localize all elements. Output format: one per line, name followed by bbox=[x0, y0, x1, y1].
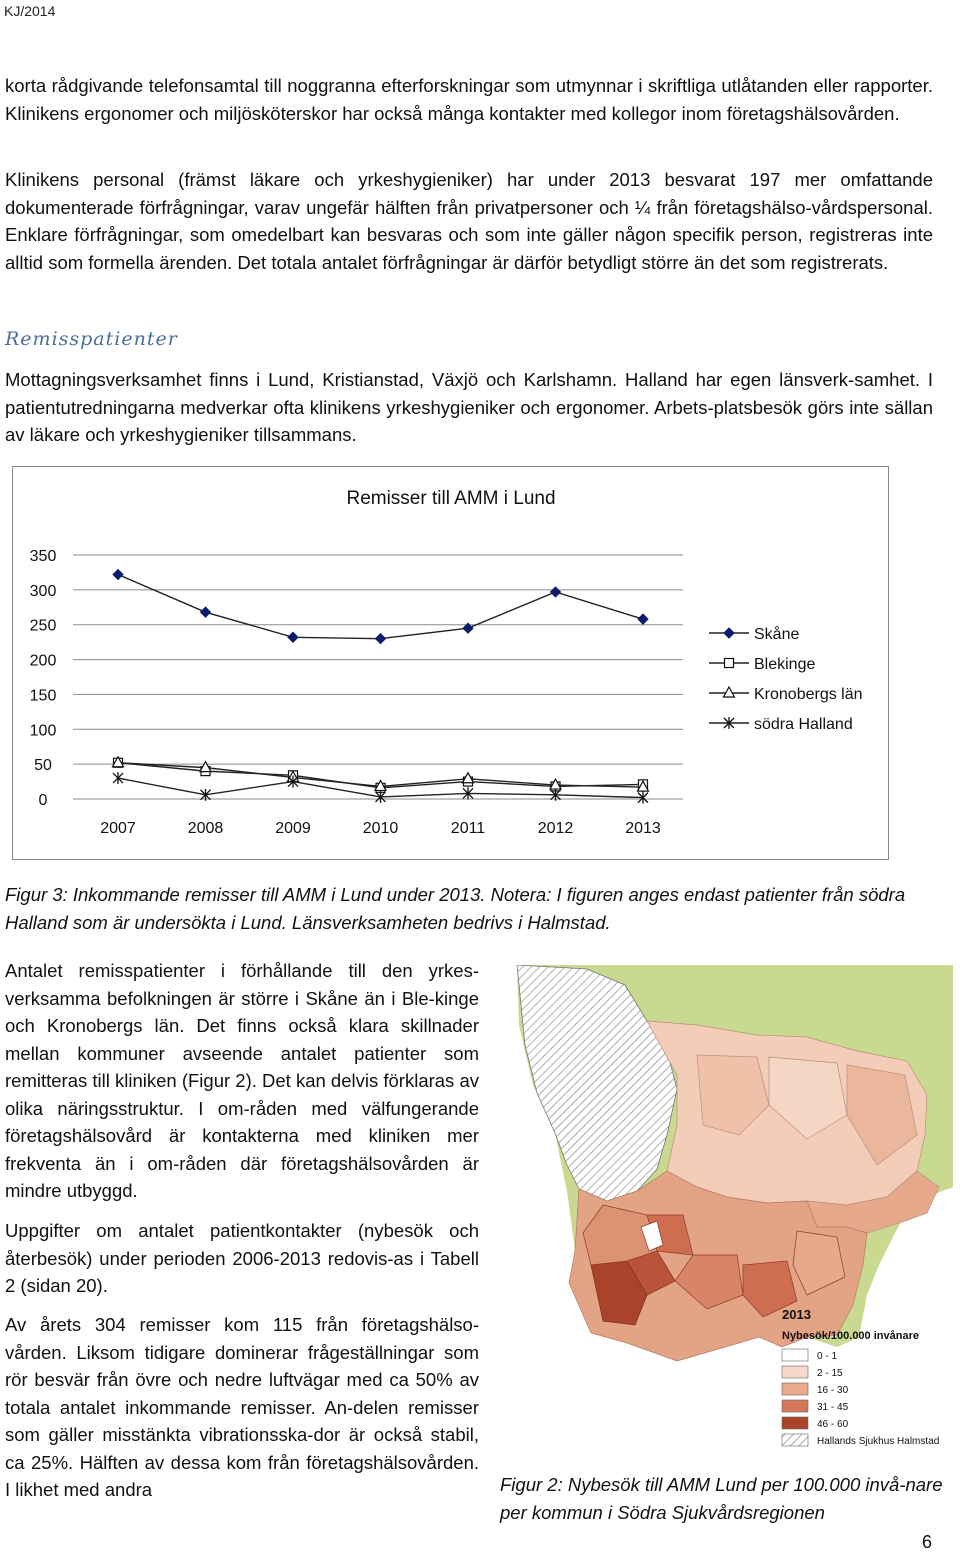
x-tick-label: 2009 bbox=[275, 820, 311, 837]
data-point bbox=[638, 614, 648, 624]
map-legend-label: 0 - 1 bbox=[817, 1351, 838, 1362]
figure-3-caption: Figur 3: Inkommande remisser till AMM i Lund under 2013. Notera: I figuren anges endast patienter från södra Halland som är undersökta i Lund. Länsverksamheten bedrivs i Halmstad. bbox=[5, 884, 906, 933]
x-tick-label: 2012 bbox=[537, 820, 574, 837]
map-legend-label: 2 - 15 bbox=[817, 1368, 843, 1379]
y-tick-label: 300 bbox=[29, 582, 57, 600]
y-tick-label: 200 bbox=[29, 652, 57, 670]
map-svg bbox=[507, 965, 953, 1463]
map-legend-swatch bbox=[782, 1400, 808, 1412]
y-axis-ticks bbox=[30, 548, 57, 809]
data-point bbox=[551, 587, 561, 597]
line-chart bbox=[12, 466, 889, 860]
legend-marker bbox=[724, 628, 734, 638]
y-tick-label: 250 bbox=[29, 617, 57, 635]
y-tick-label: 50 bbox=[34, 757, 52, 775]
paragraph-2: Klinikens personal (främst läkare och yrkeshygieniker) har under 2013 besvarat 197 mer omfattande dokumenterade förfrågningar, varav ungefär hälften från privatpersoner och ¼ från företagshälso-vårdspersonal. Enklare förfrågningar, som omedelbart kan besvaras och som inte gäller någon specifik person, registreras inte alltid som formella ärenden. Det totala antalet förfrågningar är därför betydligt större än det som registrerats. bbox=[5, 169, 933, 273]
chart-title: Remisser till AMM i Lund bbox=[346, 488, 556, 509]
legend-marker bbox=[725, 659, 734, 668]
data-point bbox=[288, 632, 298, 642]
section-heading: Remisspatienter bbox=[5, 328, 178, 350]
legend-label: Skåne bbox=[754, 626, 800, 643]
map-legend-label: Hallands Sjukhus Halmstad bbox=[817, 1436, 940, 1447]
y-tick-label: 0 bbox=[38, 792, 48, 809]
legend-marker bbox=[724, 687, 735, 697]
map-legend-label: 31 - 45 bbox=[817, 1402, 849, 1413]
figure-2-caption: Figur 2: Nybesök till AMM Lund per 100.000 invå-nare per kommun i Södra Sjukvårdsregionen bbox=[500, 1474, 943, 1523]
y-tick-label: 350 bbox=[29, 548, 57, 565]
y-tick-label: 100 bbox=[29, 722, 57, 740]
running-header: KJ/2014 bbox=[4, 3, 56, 19]
legend-label: Kronobergs län bbox=[754, 686, 863, 703]
paragraph-5: Uppgifter om antalet patientkontakter (nybesök och återbesök) under perioden 2006-2013 redovis-as i Tabell 2 (sidan 20). bbox=[5, 1220, 479, 1296]
paragraph-3: Mottagningsverksamhet finns i Lund, Kristianstad, Växjö och Karlshamn. Halland har egen länsverk-samhet. I patientutredningarna medverkar ofta klinikens yrkeshygieniker och ergonomer. Arbets-platsbesök görs inte sällan av läkare och yrkeshygieniker tillsammans. bbox=[5, 369, 933, 445]
paragraph-4: Antalet remisspatienter i förhållande till den yrkes-verksamma befolkningen är större i Skåne än i Ble-kinge och Kronobergs län. Det finns också klara skillnader mellan kommuner avseende antalet patienter som remitteras till kliniken (Figur 2). Det kan delvis förklaras av olika näringsstruktur. I om-råden med välfungerande företagshälsovård är kontakterna med kliniken mer frekventa än i om-råden där företagshälsovården är mindre utbyggd. bbox=[5, 960, 479, 1201]
x-axis-ticks bbox=[100, 820, 661, 837]
x-tick-label: 2013 bbox=[625, 820, 661, 837]
data-point bbox=[201, 607, 211, 617]
map-legend-swatch bbox=[782, 1366, 808, 1378]
data-point bbox=[376, 634, 386, 644]
map-legend-swatch bbox=[782, 1349, 808, 1361]
paragraph-1: korta rådgivande telefonsamtal till noggranna efterforskningar som utmynnar i skriftliga utlåtanden eller rapporter. Klinikens ergonomer och miljösköterskor har också många kontakter med kollegor inom företagshälsovården. bbox=[5, 75, 933, 124]
x-tick-label: 2007 bbox=[100, 820, 136, 837]
chart-series bbox=[113, 570, 649, 804]
map-year: 2013 bbox=[782, 1307, 811, 1322]
map-legend-swatch bbox=[782, 1434, 808, 1446]
series-line-0 bbox=[118, 575, 643, 639]
paragraph-6: Av årets 304 remisser kom 115 från företagshälso-vården. Liksom tidigare dominerar frågeställningar som rör besvär från övre och nedre luftvägar med ca 50% av totala antalet inkommande remisser. An-delen remisser som gäller misstänkta vibrationsska-dor är också stabil, ca 25%. Hälften av dessa kom från företagshälsovården. I likhet med andra bbox=[5, 1314, 479, 1500]
chart-grid bbox=[73, 555, 683, 799]
municipality-map bbox=[507, 965, 953, 1463]
legend-label: södra Halland bbox=[754, 716, 853, 733]
page-number: 6 bbox=[922, 1532, 933, 1552]
map-legend-label: 46 - 60 bbox=[817, 1419, 849, 1430]
chart-legend bbox=[709, 625, 863, 733]
data-point bbox=[113, 570, 123, 580]
x-tick-label: 2010 bbox=[362, 820, 399, 837]
map-legend-title: Nybesök/100.000 invånare bbox=[782, 1330, 919, 1342]
legend-label: Blekinge bbox=[754, 656, 816, 673]
chart-svg bbox=[13, 467, 888, 859]
map-legend-swatch bbox=[782, 1417, 808, 1429]
y-tick-label: 150 bbox=[29, 687, 57, 705]
map-legend-label: 16 - 30 bbox=[817, 1385, 849, 1396]
x-tick-label: 2008 bbox=[187, 820, 224, 837]
x-tick-label: 2011 bbox=[450, 820, 486, 837]
map-legend-swatch bbox=[782, 1383, 808, 1395]
